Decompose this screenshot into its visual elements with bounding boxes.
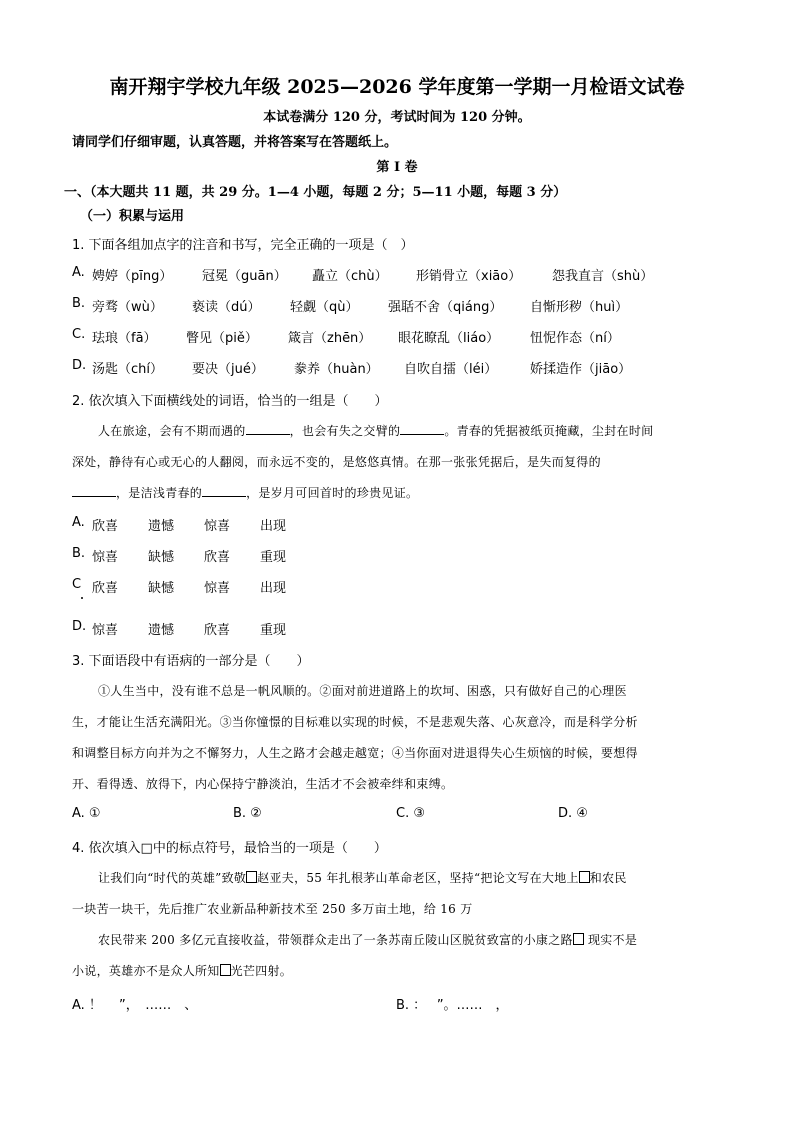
section-heading: 一、（本大题共 11 题，共 29 分。1—4 小题，每题 2 分；5—11 小题，每题 3 分） (64, 185, 567, 200)
exam-title: 南开翔宇学校九年级 2025—2026 学年度第一学期一月检语文试卷 (109, 76, 685, 98)
q3-passage-line: 和调整目标方向并为之不懈努力，人生之路才会越走越宽；④当你面对进退得失心生烦恼的时候，要想得 (72, 746, 638, 760)
q2-option-d-item: 惊喜 (92, 623, 119, 638)
q4-passage-line: 让我们向“时代的英雄”致敬 赵亚夫，55 年扎根茅山革命老区，坚持“把论文写在大地上 和农民 (98, 871, 627, 885)
q1-option-b-item: 自惭形秽（huì） (530, 300, 629, 315)
punctuation-box (573, 933, 584, 945)
q2-option-d-item: 欣喜 (204, 623, 231, 638)
q2-passage-line: ，是洁浅青春的 ，是岁月可回首时的珍贵见证。 (72, 484, 418, 501)
q1-option-a-label: A. (72, 265, 85, 280)
q1-option-d-item: 豢养（huàn） (294, 362, 379, 377)
q1-option-a-item: 冠冕（guān） (202, 269, 287, 284)
exam-subtitle: 本试卷满分 120 分，考试时间为 120 分钟。 (263, 110, 531, 125)
q1-option-d-item: 娇揉造作（jiāo） (530, 362, 632, 377)
q1-option-c-item: 眼花瞭乱（liáo） (398, 331, 500, 346)
q1-option-b-label: B. (72, 296, 86, 311)
q3-passage-line: 生，才能让生活充满阳光。③当你憧憬的目标难以实现的时候，不是悲观失落、心灰意冷，而是科学分析 (72, 715, 638, 729)
q1-option-d-item: 自吹自擂（léi） (404, 362, 498, 377)
q3-passage-line: 开、看得透、放得下，内心保持宁静淡泊，生活才不会被牵绊和束缚。 (72, 777, 454, 791)
punctuation-box (246, 871, 257, 883)
q1-option-d-item: 汤匙（chí） (92, 362, 163, 377)
punctuation-box (220, 964, 231, 976)
q3-option-b: B. ② (233, 806, 262, 821)
q2-option-c-item: 欣喜 (92, 581, 119, 596)
q2-option-b-item: 重现 (260, 550, 287, 565)
q4-option-a: A. ！ ”， …… 、 (72, 998, 198, 1013)
q1-option-d-label: D. (72, 358, 87, 373)
q2-option-c-item: 缺憾 (148, 581, 175, 596)
q4-passage-line: 农民带来 200 多亿元直接收益，带领群众走出了一条苏南丘陵山区脱贫致富的小康之路 现实不是 (98, 933, 638, 947)
q2-option-a-item: 遗憾 (148, 519, 175, 534)
q3-option-d: D. ④ (558, 806, 588, 821)
question-4-stem: 4. 依次填入□中的标点符号，最恰当的一项是（ ） (72, 841, 387, 856)
q3-option-c: C. ③ (396, 806, 425, 821)
q1-option-c-item: 瞥见（piě） (186, 331, 258, 346)
q2-option-a-label: A. (72, 515, 85, 530)
q2-option-c-item: 惊喜 (204, 581, 231, 596)
q4-passage-line: 一块苦一块干，先后推广农业新品种新技术至 250 多万亩土地，给 16 万 (72, 902, 473, 916)
q2-option-c-label: C (72, 577, 82, 592)
q2-option-c-item: 出现 (260, 581, 287, 596)
question-1-stem: 1. 下面各组加点字的注音和书写，完全正确的一项是（ ） (72, 238, 414, 253)
q1-option-b-item: 亵读（dú） (192, 300, 261, 315)
q2-option-a-item: 出现 (260, 519, 287, 534)
q2-passage-line: 人在旅途，会有不期而遇的 ，也会有失之交臂的 。青春的凭据被纸页掩藏，尘封在时间 (98, 424, 654, 438)
volume-heading: 第 I 卷 (376, 160, 418, 175)
q2-option-b-item: 欣喜 (204, 550, 231, 565)
q1-option-b-item: 强聒不舍（qiáng） (388, 300, 503, 315)
q1-option-b-item: 旁骛（wù） (92, 300, 163, 315)
q1-option-b-item: 轻觑（qù） (290, 300, 359, 315)
question-2-stem: 2. 依次填入下面横线处的词语，恰当的一组是（ ） (72, 394, 388, 409)
answer-blank (246, 424, 290, 435)
q1-option-c-item: 箴言（zhēn） (288, 331, 372, 346)
q2-option-a-item: 欣喜 (92, 519, 119, 534)
q2-option-b-item: 缺憾 (148, 550, 175, 565)
q1-option-a-item: 形销骨立（xiāo） (416, 269, 522, 284)
q1-option-d-item: 要决（jué） (192, 362, 264, 377)
q2-option-d-label: D. (72, 619, 87, 634)
subsection-heading: （一）积累与运用 (80, 209, 185, 224)
q2-option-b-label: B. (72, 546, 86, 561)
q1-option-c-label: C. (72, 327, 86, 342)
question-3-stem: 3. 下面语段中有语病的一部分是（ ） (72, 654, 310, 669)
q4-option-b: B. ： ”。…… ， (396, 998, 509, 1013)
exam-notice: 请同学们仔细审题，认真答题，并将答案写在答题纸上。 (72, 135, 398, 150)
q1-option-a-item: 怨我直言（shù） (552, 269, 654, 284)
q4-passage-line: 小说，英雄亦不是众人所知 光芒四射。 (72, 964, 293, 978)
q1-option-a-item: 娉婷（pīng） (92, 269, 173, 284)
q1-option-a-item: 矗立（chù） (312, 269, 388, 284)
answer-blank (202, 486, 246, 497)
answer-blank (72, 486, 116, 497)
q1-option-c-item: 忸怩作态（ní） (530, 331, 620, 346)
q3-option-a: A. ① (72, 806, 101, 821)
q2-option-b-item: 惊喜 (92, 550, 119, 565)
answer-blank (400, 424, 444, 435)
q3-passage-line: ①人生当中，没有谁不总是一帆风顺的。②面对前进道路上的坎坷、困惑，只有做好自己的心理医 (98, 684, 627, 698)
q2-option-d-item: 遗憾 (148, 623, 175, 638)
punctuation-box (579, 871, 590, 883)
q1-option-c-item: 珐琅（fā） (92, 331, 157, 346)
q2-option-a-item: 惊喜 (204, 519, 231, 534)
q2-option-d-item: 重现 (260, 623, 287, 638)
q2-passage-line: 深处，静待有心或无心的人翻阅，而永远不变的，是悠悠真情。在那一张张凭据后，是失而复得的 (72, 455, 601, 469)
stray-dot-mark (81, 597, 83, 599)
